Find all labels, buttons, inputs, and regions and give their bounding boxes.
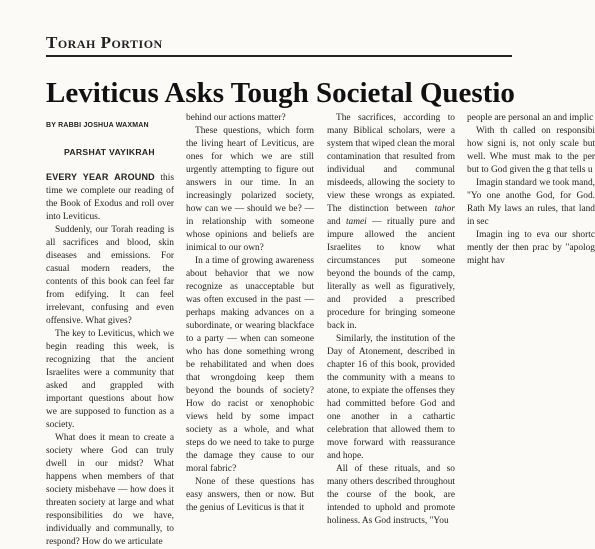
article-column-2 xyxy=(186,112,314,512)
paragraph xyxy=(327,112,455,333)
section-divider xyxy=(46,55,512,57)
article-column-1 xyxy=(46,112,174,547)
paragraph: None of these questions has easy answers, then or now. But the genius of Leviticus is that it xyxy=(186,477,314,513)
paragraph: With th called on responsibi how signi is, not only scale but well. Whe must mak to the per but to God given the g that tells u xyxy=(467,126,595,175)
paragraph: In a time of growing awareness about behavior that we now recognize as unacceptable but was often excused in the past — perhaps making advances on a subordinate, or wearing blackface to a party — when can someone who has done something wrong be rehabilitated and when does that wrongdoing keep them beyond the bounds of society? How do racist or xenophobic views held by some impact society as a whole, and what steps do we need to take to purge the damage they cause to our moral fabric? xyxy=(186,256,314,474)
article-column-3 xyxy=(327,112,455,526)
paragraph-text: this time we complete our reading of the Book of Exodus and roll over into Leviticus. xyxy=(46,173,174,222)
paragraph xyxy=(46,171,174,224)
paragraph: All of these rituals, and so many others described throughout the course of the book, are intended to uphold and promote holiness. As God instructs, "You xyxy=(327,464,455,526)
paragraph-text: and xyxy=(327,217,346,227)
paragraph: The key to Leviticus, which we begin reading this week, is recognizing that the ancient Israelites were a community that asked and grappled with important questions about how we are supposed to function as a society. xyxy=(46,329,174,430)
paragraph: people are personal an and implic xyxy=(467,113,594,123)
paragraph: What does it mean to create a society where God can truly dwell in our midst? What happens when members of that society misbehave — how does it threaten society at large and what responsibilities do we have, individually and communally, to respond? How do we articulate xyxy=(46,433,174,547)
paragraph: Imagin standard we took mand, "Yo one anothe God, for God. Rath My laws an rules, that land in sec xyxy=(467,178,595,227)
paragraph: Imagin ing to eva our shortc mently der then prac by "apolog might hav xyxy=(467,230,595,266)
paragraph-text: The sacrifices, according to many Biblical scholars, were a system that wiped clean the moral contamination that resulted from individual and communal misdeeds, allowing the society to view these wrongs as expiated. The distinction between xyxy=(327,113,455,214)
lead-in: EVERY YEAR AROUND xyxy=(46,172,155,182)
article-column-4-cropped xyxy=(467,112,595,512)
paragraph: Similarly, the institution of the Day of Atonement, described in chapter 16 of this book, provided the community with a means to atone, to expiate the offenses they had committed before God and one another in a cathartic celebration that allowed them to move forward with reassurance and hope. xyxy=(327,334,455,461)
byline: BY RABBI JOSHUA WAXMAN xyxy=(46,122,149,129)
paragraph: behind our actions matter? xyxy=(186,113,286,123)
paragraph: Suddenly, our Torah reading is all sacrifices and blood, skin diseases and emissions. For casual modern readers, the contents of this book can feel far from edifying. It can feel irrelevant, confusing and even offensive. What gives? xyxy=(46,225,174,326)
section-header: Torah Portion xyxy=(46,33,163,52)
parsha-subhead: PARSHAT VAYIKRAH xyxy=(64,147,155,157)
term-tamei: tamei xyxy=(345,217,367,227)
paragraph: These questions, which form the living heart of Leviticus, are ones for which we are still urgently attempting to figure out answers in our time. In an increasingly polarized society, how can we — should we be? — in relationship with someone whose opinions and beliefs are inimical to our own? xyxy=(186,126,314,253)
term-tahor: tahor xyxy=(434,204,455,214)
article-headline: Leviticus Asks Tough Societal Questio xyxy=(46,77,515,109)
paragraph-text: — ritually pure and impure allowed the ancient Israelites to know what circumstances put someone beyond the bounds of the camp, literally as well as figuratively, and provided a prescribed procedure for bringing someone back in. xyxy=(327,217,455,331)
